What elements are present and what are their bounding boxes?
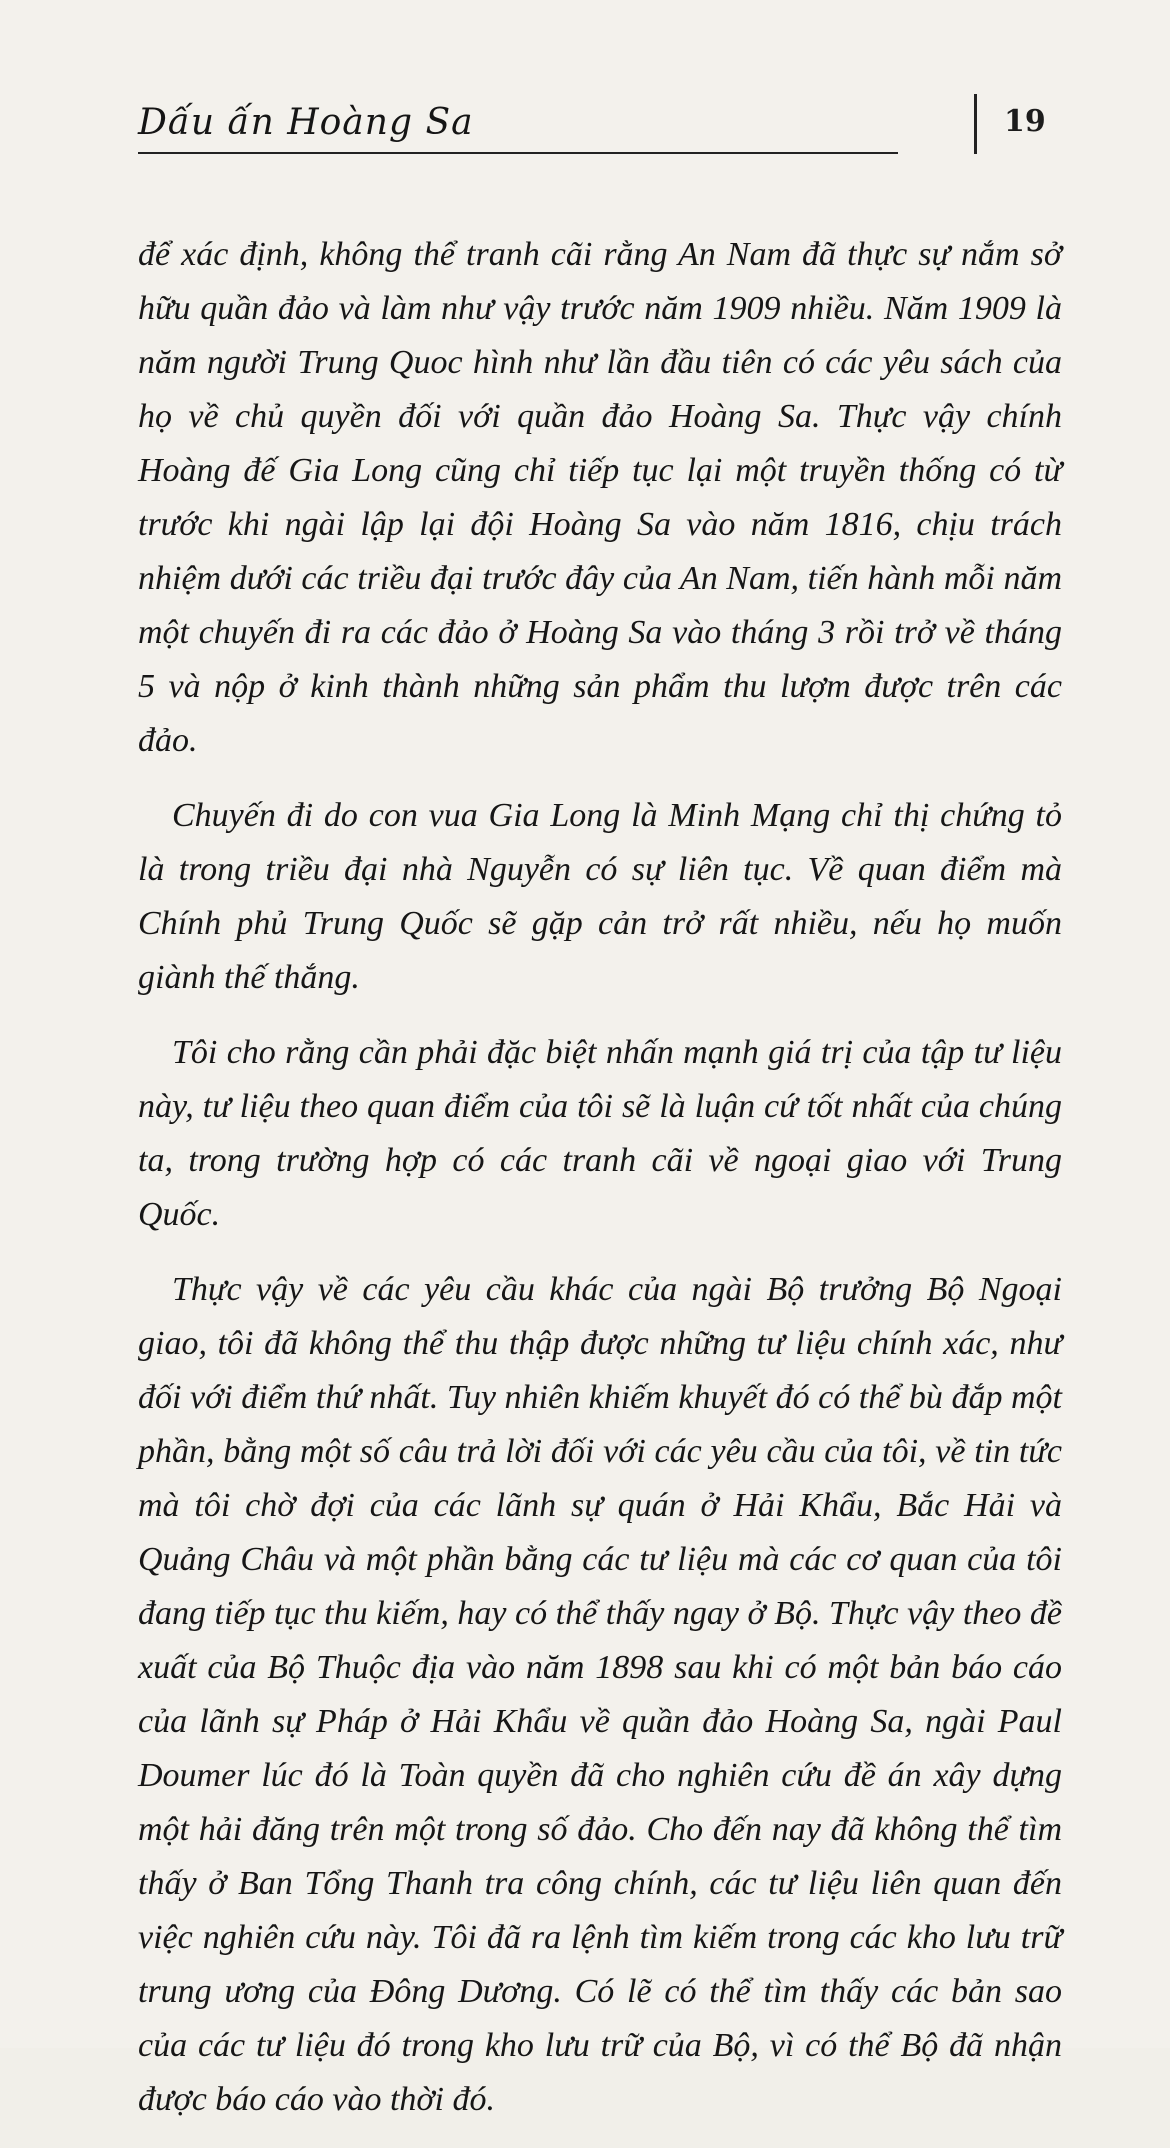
header-divider [974, 94, 977, 154]
running-header [138, 102, 898, 156]
paragraph-4: Thực vậy về các yêu cầu khác của ngài Bộ trưởng Bộ Ngoại giao, tôi đã không thể thu thập được những tư liệu chính xác, như đối với điểm thứ nhất. Tuy nhiên khiếm khuyết đó có thể bù đắp một phần, bằng một số câu trả lời đối với các yêu cầu của tôi, về tin tức mà tôi chờ đợi của các lãnh sự quán ở Hải Khẩu, Bắc Hải và Quảng Châu và một phần bằng các tư liệu mà các cơ quan của tôi đang tiếp tục thu kiếm, hay có thể thấy ngay ở Bộ. Thực vậy theo đề xuất của Bộ Thuộc địa vào năm 1898 sau khi có một bản báo cáo của lãnh sự Pháp ở Hải Khẩu về quần đảo Hoàng Sa, ngài Paul Doumer lúc đó là Toàn quyền đã cho nghiên cứu đề án xây dựng một hải đăng trên một trong số đảo. Cho đến nay đã không thể tìm thấy ở Ban Tổng Thanh tra công chính, các tư liệu liên quan đến việc nghiên cứu này. Tôi đã ra lệnh tìm kiếm trong các kho lưu trữ trung ương của Đông Dương. Có lẽ có thể tìm thấy các bản sao của các tư liệu đó trong kho lưu trữ của Bộ, vì có thể Bộ đã nhận được báo cáo vào thời đó. [138, 1271, 1062, 2118]
header-underline [138, 152, 898, 154]
paragraph-2: Chuyến đi do con vua Gia Long là Minh Mạng chỉ thị chứng tỏ là trong triều đại nhà Nguyễn có sự liên tục. Về quan điểm mà Chính phủ Trung Quốc sẽ gặp cản trở rất nhiều, nếu họ muốn giành thế thắng. [138, 797, 1062, 996]
running-header-title: Dấu ấn Hoàng Sa [138, 102, 474, 143]
paragraph-1: để xác định, không thể tranh cãi rằng An Nam đã thực sự nắm sở hữu quần đảo và làm như vậy trước năm 1909 nhiều. Năm 1909 là năm người Trung Quoc hình như lần đầu tiên có các yêu sách của họ về chủ quyền đối với quần đảo Hoàng Sa. Thực vậy chính Hoàng đế Gia Long cũng chỉ tiếp tục lại một truyền thống có từ trước khi ngài lập lại đội Hoàng Sa vào năm 1816, chịu trách nhiệm dưới các triều đại trước đây của An Nam, tiến hành mỗi năm một chuyến đi ra các đảo ở Hoàng Sa vào tháng 3 rồi trở về tháng 5 và nộp ở kinh thành những sản phẩm thu lượm được trên các đảo. [138, 236, 1062, 759]
body-text [138, 228, 1062, 2148]
paragraph-3: Tôi cho rằng cần phải đặc biệt nhấn mạnh giá trị của tập tư liệu này, tư liệu theo quan điểm của tôi sẽ là luận cứ tốt nhất của chúng ta, trong trường hợp có các tranh cãi về ngoại giao với Trung Quốc. [138, 1034, 1062, 1233]
page-number: 19 [1004, 104, 1046, 139]
